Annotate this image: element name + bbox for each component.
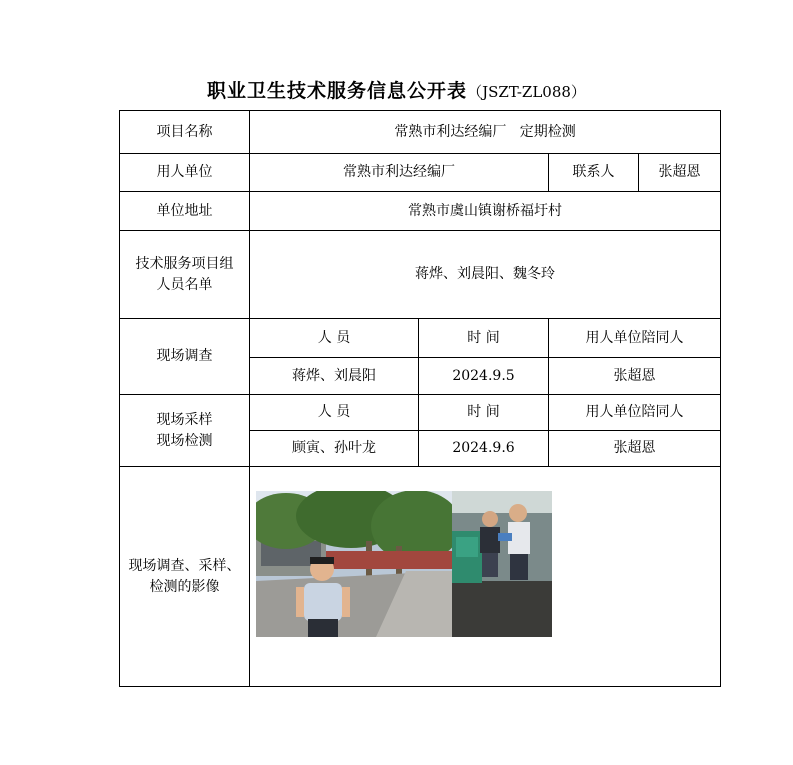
images-label-line2: 检测的影像 <box>149 578 220 595</box>
site-survey-photo <box>256 491 452 637</box>
survey-escort: 张超恩 <box>549 358 721 395</box>
photo-strip <box>250 467 720 637</box>
project-name-label: 项目名称 <box>120 111 250 154</box>
sampling-label <box>120 395 250 467</box>
images-cell <box>250 467 721 687</box>
survey-header-date: 时 间 <box>419 319 549 358</box>
info-table <box>119 110 721 687</box>
page-title <box>0 76 793 103</box>
sampling-label-line1: 现场采样 <box>156 411 213 428</box>
address-value: 常熟市虞山镇谢桥福圩村 <box>250 192 721 231</box>
sampling-escort: 张超恩 <box>549 431 721 467</box>
row-project-name <box>120 111 721 154</box>
survey-label: 现场调查 <box>120 319 250 395</box>
survey-people: 蒋烨、刘晨阳 <box>250 358 419 395</box>
site-sampling-photo <box>452 491 552 637</box>
row-images <box>120 467 721 687</box>
address-label: 单位地址 <box>120 192 250 231</box>
project-name-value: 常熟市利达经编厂 定期检测 <box>250 111 721 154</box>
sampling-label-line2: 现场检测 <box>156 432 213 449</box>
team-label-line1: 技术服务项目组 <box>135 255 234 272</box>
row-survey-header <box>120 319 721 358</box>
team-value: 蒋烨、刘晨阳、魏冬玲 <box>250 231 721 319</box>
survey-header-people: 人 员 <box>250 319 419 358</box>
row-team <box>120 231 721 319</box>
row-employer <box>120 154 721 192</box>
sampling-header-people: 人 员 <box>250 395 419 431</box>
employer-label: 用人单位 <box>120 154 250 192</box>
survey-date: 2024.9.5 <box>419 358 549 395</box>
sampling-people: 顾寅、孙叶龙 <box>250 431 419 467</box>
survey-header-escort: 用人单位陪同人 <box>549 319 721 358</box>
sampling-header-date: 时 间 <box>419 395 549 431</box>
team-label-line2: 人员名单 <box>156 276 213 293</box>
sampling-header-escort: 用人单位陪同人 <box>549 395 721 431</box>
title-code: （JSZT-ZL088） <box>467 83 586 101</box>
employer-value: 常熟市利达经编厂 <box>250 154 549 192</box>
sampling-date: 2024.9.6 <box>419 431 549 467</box>
contact-label: 联系人 <box>549 154 639 192</box>
team-label <box>120 231 250 319</box>
row-address <box>120 192 721 231</box>
row-sampling-header <box>120 395 721 431</box>
title-main: 职业卫生技术服务信息公开表 <box>207 80 468 102</box>
images-label-line1: 现场调查、采样、 <box>128 557 241 574</box>
contact-value: 张超恩 <box>639 154 721 192</box>
images-label <box>120 467 250 687</box>
